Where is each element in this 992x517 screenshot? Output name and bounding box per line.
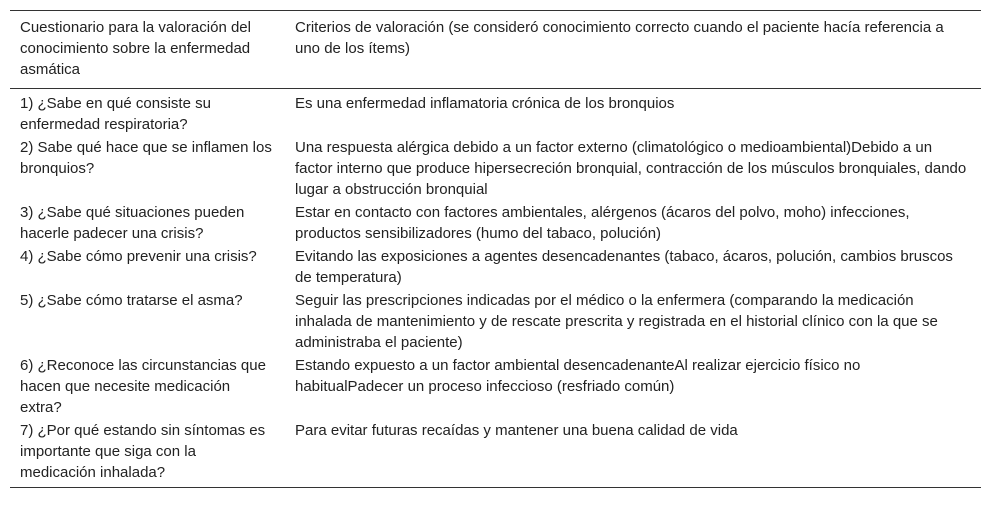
header-criteria: Criterios de valoración (se consideró conocimiento correcto cuando el paciente hacía referencia a uno de los ítems) — [295, 19, 944, 57]
table-row — [10, 136, 981, 201]
criteria-cell: Para evitar futuras recaídas y mantener una buena calidad de vida — [295, 422, 738, 439]
table-row — [10, 89, 981, 137]
criteria-cell: Estando expuesto a un factor ambiental desencadenanteAl realizar ejercicio físico no habitualPadecer un proceso infeccioso (resfriado común) — [295, 357, 861, 395]
table-header-row — [10, 11, 981, 89]
header-questionnaire: Cuestionario para la valoración del conocimiento sobre la enfermedad asmática — [20, 19, 251, 78]
table-row — [10, 289, 981, 354]
table-body — [10, 89, 981, 488]
criteria-cell: Seguir las prescripciones indicadas por el médico o la enfermera (comparando la medicación inhalada de mantenimiento y de rescate prescrita y registrada en el historial clínico con la que se administraba el paciente) — [295, 292, 938, 351]
table-row — [10, 354, 981, 419]
question-cell: 6) ¿Reconoce las circunstancias que hacen que necesite medicación extra? — [20, 357, 266, 416]
asthma-questionnaire-table-container — [10, 10, 981, 488]
table-row — [10, 245, 981, 289]
criteria-cell: Evitando las exposiciones a agentes desencadenantes (tabaco, ácaros, polución, cambios bruscos de temperatura) — [295, 248, 953, 286]
asthma-questionnaire-table — [10, 10, 981, 488]
criteria-cell: Una respuesta alérgica debido a un factor externo (climatológico o medioambiental)Debido a un factor interno que produce hipersecreción bronquial, contracción de los músculos bronquiales, dando lugar a obstrucción bronquial — [295, 139, 967, 198]
table-header — [10, 11, 981, 89]
table-row — [10, 419, 981, 488]
question-cell: 4) ¿Sabe cómo prevenir una crisis? — [20, 248, 257, 265]
question-cell: 3) ¿Sabe qué situaciones pueden hacerle padecer una crisis? — [20, 204, 245, 242]
criteria-cell: Estar en contacto con factores ambientales, alérgenos (ácaros del polvo, moho) infecciones, productos sensibilizadores (humo del tabaco, polución) — [295, 204, 910, 242]
question-cell: 2) Sabe qué hace que se inflamen los bronquios? — [20, 139, 272, 177]
table-row — [10, 201, 981, 245]
question-cell: 7) ¿Por qué estando sin síntomas es importante que siga con la medicación inhalada? — [20, 422, 266, 481]
question-cell: 5) ¿Sabe cómo tratarse el asma? — [20, 292, 243, 309]
question-cell: 1) ¿Sabe en qué consiste su enfermedad respiratoria? — [20, 95, 211, 133]
criteria-cell: Es una enfermedad inflamatoria crónica de los bronquios — [295, 95, 675, 112]
